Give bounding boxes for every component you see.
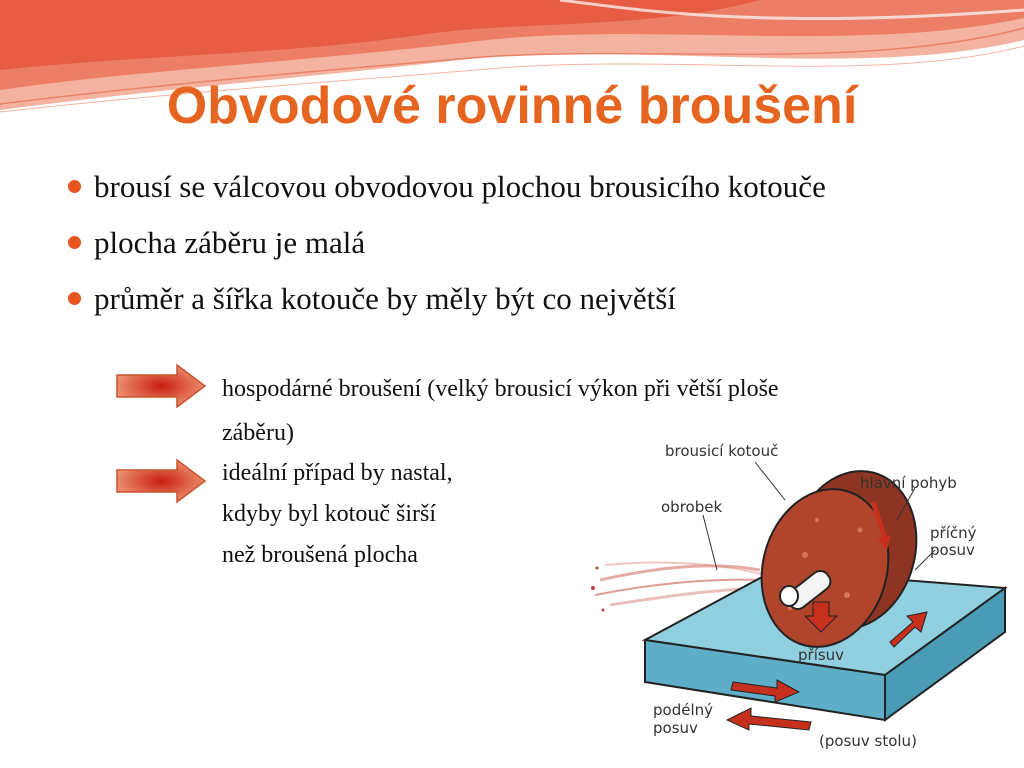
bullet-list — [62, 166, 964, 334]
label-long-feed: posuv — [653, 719, 698, 737]
arrow2-line: kdyby byl kotouč širší — [222, 501, 436, 527]
bullet-dot-icon — [68, 236, 81, 249]
bullet-item: plocha záběru je malá — [62, 222, 964, 263]
right-arrow-icon — [115, 363, 207, 409]
label-infeed: přísuv — [798, 646, 845, 664]
slide-title: Obvodové rovinné broušení — [166, 77, 858, 135]
right-arrow-icon — [115, 458, 207, 504]
arrow1-line: hospodárné broušení (velký brousicí výkon při větší ploše — [222, 376, 779, 402]
bullet-item: průměr a šířka kotouče by měly být co největší — [62, 278, 964, 319]
label-table-feed: (posuv stolu) — [819, 732, 917, 750]
label-workpiece: obrobek — [661, 498, 723, 516]
bullet-dot-icon — [68, 292, 81, 305]
label-long-feed: podélný — [653, 701, 713, 719]
label-wheel: brousicí kotouč — [665, 442, 779, 460]
label-cross-feed: příčný — [930, 524, 977, 542]
label-main-motion: hlavní pohyb — [860, 474, 957, 492]
arrow1-line: záběru) — [222, 420, 294, 446]
arrow2-line: než broušená plocha — [222, 542, 418, 568]
arrow2-line: ideální případ by nastal, — [222, 460, 453, 486]
bullet-dot-icon — [68, 180, 81, 193]
grinding-illustration — [585, 420, 1024, 768]
label-cross-feed: posuv — [930, 541, 975, 559]
bullet-item: brousí se válcovou obvodovou plochou brousicího kotouče — [62, 166, 964, 207]
